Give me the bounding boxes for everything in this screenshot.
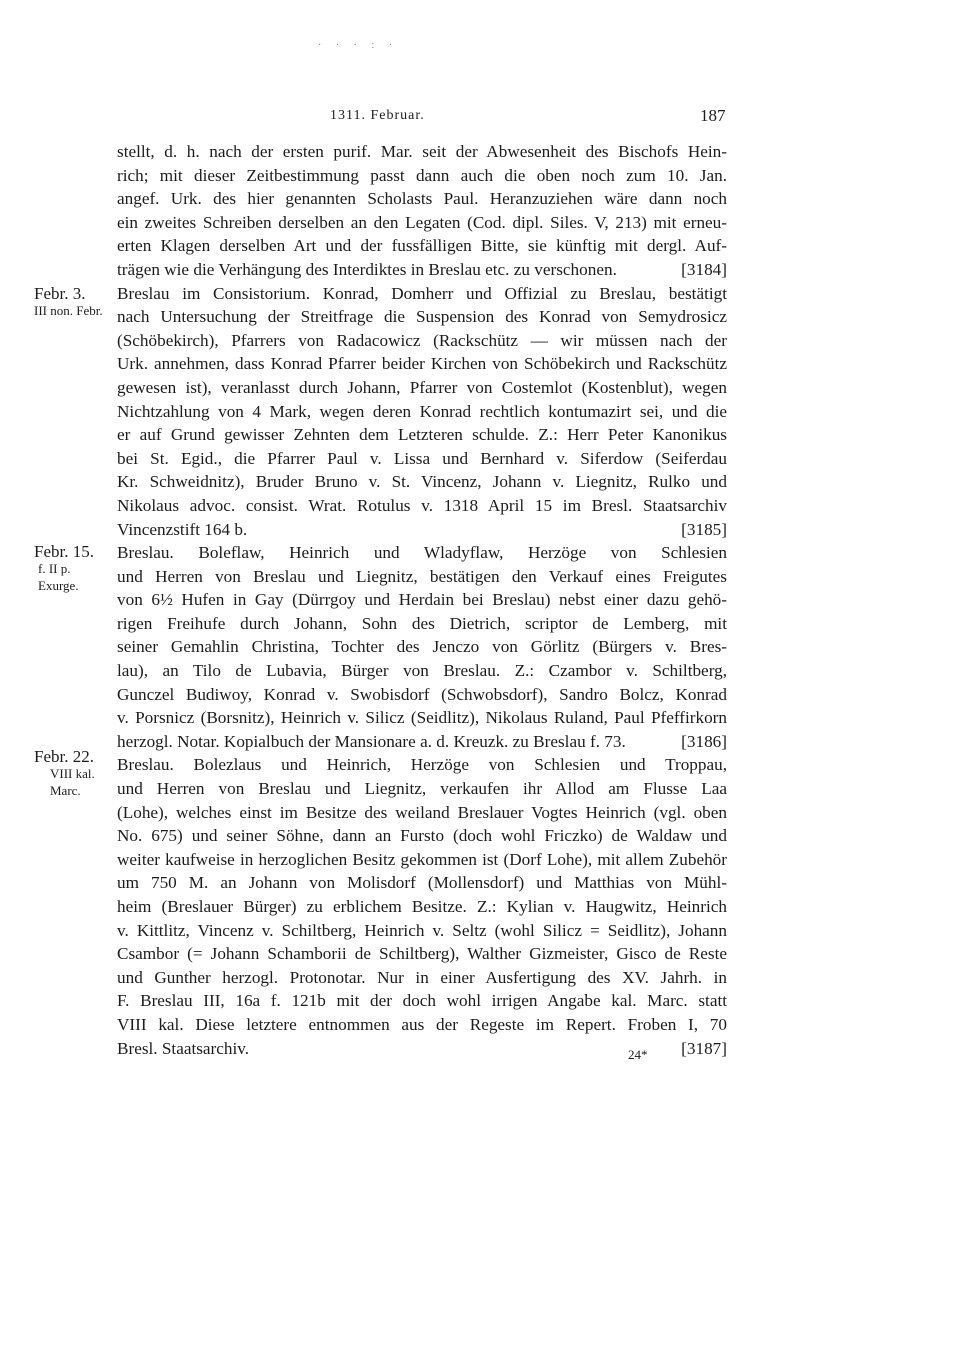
- text-line: Nichtzahlung von 4 Mark, wegen deren Konrad rechtlich kontumazirt sei, und die: [117, 401, 727, 421]
- scan-speckles: · · · : ·: [318, 40, 399, 51]
- text-line: angef. Urk. des hier genannten Scholasts Paul. Heranzuziehen wäre dann noch: [117, 189, 727, 209]
- text-line: [117, 730, 727, 754]
- text-line: erten Klagen derselben Art und der fussfälligen Bitte, sie künftig mit dergl. Auf-: [117, 236, 727, 256]
- margin-note-febr-15: [34, 543, 116, 594]
- text-line: von 6½ Hufen in Gay (Dürrgoy und Herdain bei Breslau) nebst einer dazu gehö-: [117, 590, 727, 610]
- text-line: v. Kittlitz, Vincenz v. Schiltberg, Heinrich v. Seltz (wohl Silicz = Seidlitz), Johann: [117, 920, 727, 940]
- regest-number: [3184]: [681, 259, 727, 279]
- text-line: Kr. Schweidnitz), Bruder Bruno v. St. Vincenz, Johann v. Liegnitz, Rulko und: [117, 472, 727, 492]
- text-line: und Herren von Breslau und Liegnitz, verkaufen ihr Allod am Flusse Laa: [117, 779, 727, 799]
- line-text: Vincenzstift 164 b.: [117, 519, 248, 539]
- margin-date: Febr. 15.: [34, 542, 94, 561]
- text-line: F. Breslau III, 16a f. 121b mit der doch wohl irrigen Angabe kal. Marc. statt: [117, 991, 727, 1011]
- regest-number: [3186]: [681, 731, 727, 751]
- text-line: Urk. annehmen, dass Konrad Pfarrer beider Kirchen von Schöbekirch und Rackschütz: [117, 354, 727, 374]
- running-head: 1311. Februar.: [330, 108, 425, 123]
- text-line: Breslau im Consistorium. Konrad, Domherr und Offizial zu Breslau, bestätigt: [117, 283, 727, 303]
- line-text: Bresl. Staatsarchiv.: [117, 1038, 250, 1058]
- margin-roman-date: VIII kal. Marc.: [50, 766, 95, 798]
- text-line: No. 675) und seiner Söhne, dann an Fursto (doch wohl Friczko) de Waldaw und: [117, 826, 727, 846]
- text-line: [117, 518, 727, 542]
- text-line: Gunczel Budiwoy, Konrad v. Swobisdorf (Schwobsdorf), Sandro Bolcz, Konrad: [117, 684, 727, 704]
- line-text: herzogl. Notar. Kopialbuch der Mansionare a. d. Kreuzk. zu Breslau f. 73.: [117, 731, 626, 751]
- margin-note-febr-22: [34, 748, 116, 799]
- margin-roman-date: f. II p. Exurge.: [38, 561, 79, 593]
- text-line: und Gunther herzogl. Protonotar. Nur in einer Ausfertigung des XV. Jahrh. in: [117, 967, 727, 987]
- text-line: Csambor (= Johann Schamborii de Schiltberg), Walther Gizmeister, Gisco de Reste: [117, 944, 727, 964]
- text-line: (Lohe), welches einst im Besitze des weiland Breslauer Vogtes Heinrich (vgl. oben: [117, 802, 727, 822]
- text-line: weiter kaufweise in herzoglichen Besitz gekommen ist (Dorf Lohe), mit allem Zubehör: [117, 849, 727, 869]
- text-line: rich; mit dieser Zeitbestimmung passt dann auch die oben noch zum 10. Jan.: [117, 165, 727, 185]
- margin-date: Febr. 3.: [34, 284, 86, 303]
- text-line: gewesen ist), veranlasst durch Johann, Pfarrer von Costemlot (Kostenblut), wegen: [117, 377, 727, 397]
- text-line: bei St. Egid., die Pfarrer Paul v. Lissa und Bernhard v. Siferdow (Seiferdau: [117, 448, 727, 468]
- margin-date: Febr. 22.: [34, 747, 94, 766]
- text-line: und Herren von Breslau und Liegnitz, bestätigen den Verkauf eines Freigutes: [117, 566, 727, 586]
- text-line: er auf Grund gewisser Zehnten dem Letzteren schulde. Z.: Herr Peter Kanonikus: [117, 425, 727, 445]
- text-line: stellt, d. h. nach der ersten purif. Mar. seit der Abwesenheit des Bischofs Hein-: [117, 142, 727, 161]
- regest-number: [3185]: [681, 519, 727, 539]
- margin-note-febr-3: [34, 285, 116, 319]
- text-line: v. Porsnicz (Borsnitz), Heinrich v. Silicz (Seidlitz), Nikolaus Ruland, Paul Pfeffirkorn: [117, 708, 727, 728]
- text-line: VIII kal. Diese letztere entnommen aus der Regeste im Repert. Froben I, 70: [117, 1014, 727, 1034]
- text-line: Breslau. Boleflaw, Heinrich und Wladyflaw, Herzöge von Schlesien: [117, 543, 727, 563]
- text-line: Breslau. Bolezlaus und Heinrich, Herzöge von Schlesien und Troppau,: [117, 755, 727, 775]
- text-line: [117, 258, 727, 282]
- text-line: Nikolaus advoc. consist. Wrat. Rotulus v. 1318 April 15 im Bresl. Staatsarchiv: [117, 495, 727, 515]
- page-number: 187: [700, 106, 726, 125]
- text-line: heim (Breslauer Bürger) zu erblichem Besitze. Z.: Kylian v. Haugwitz, Heinrich: [117, 897, 727, 916]
- line-text: trägen wie die Verhängung des Interdiktes in Breslau etc. zu verschonen.: [117, 259, 617, 279]
- text-line: nach Untersuchung der Streitfrage die Suspension des Konrad von Semydrosicz: [117, 307, 727, 327]
- margin-roman-date: III non. Febr.: [34, 303, 103, 318]
- text-line: um 750 M. an Johann von Molisdorf (Mollensdorf) und Matthias von Mühl-: [117, 873, 727, 893]
- text-line: lau), an Tilo de Lubavia, Bürger von Breslau. Z.: Czambor v. Schiltberg,: [117, 661, 727, 681]
- text-line: (Schöbekirch), Pfarrers von Radacowicz (Rackschütz — wir müssen nach der: [117, 330, 727, 350]
- regest-number: [3187]: [681, 1038, 727, 1058]
- text-line: rigen Freihufe durch Johann, Sohn des Dietrich, scriptor de Lemberg, mit: [117, 613, 727, 633]
- sheet-signature: 24*: [628, 1047, 648, 1062]
- text-line: seiner Gemahlin Christina, Tochter des Jenczo von Görlitz (Bürgers v. Bres-: [117, 637, 727, 657]
- body-text: [117, 140, 727, 1060]
- text-line: ein zweites Schreiben derselben an den Legaten (Cod. dipl. Siles. V, 213) mit erneu-: [117, 212, 727, 232]
